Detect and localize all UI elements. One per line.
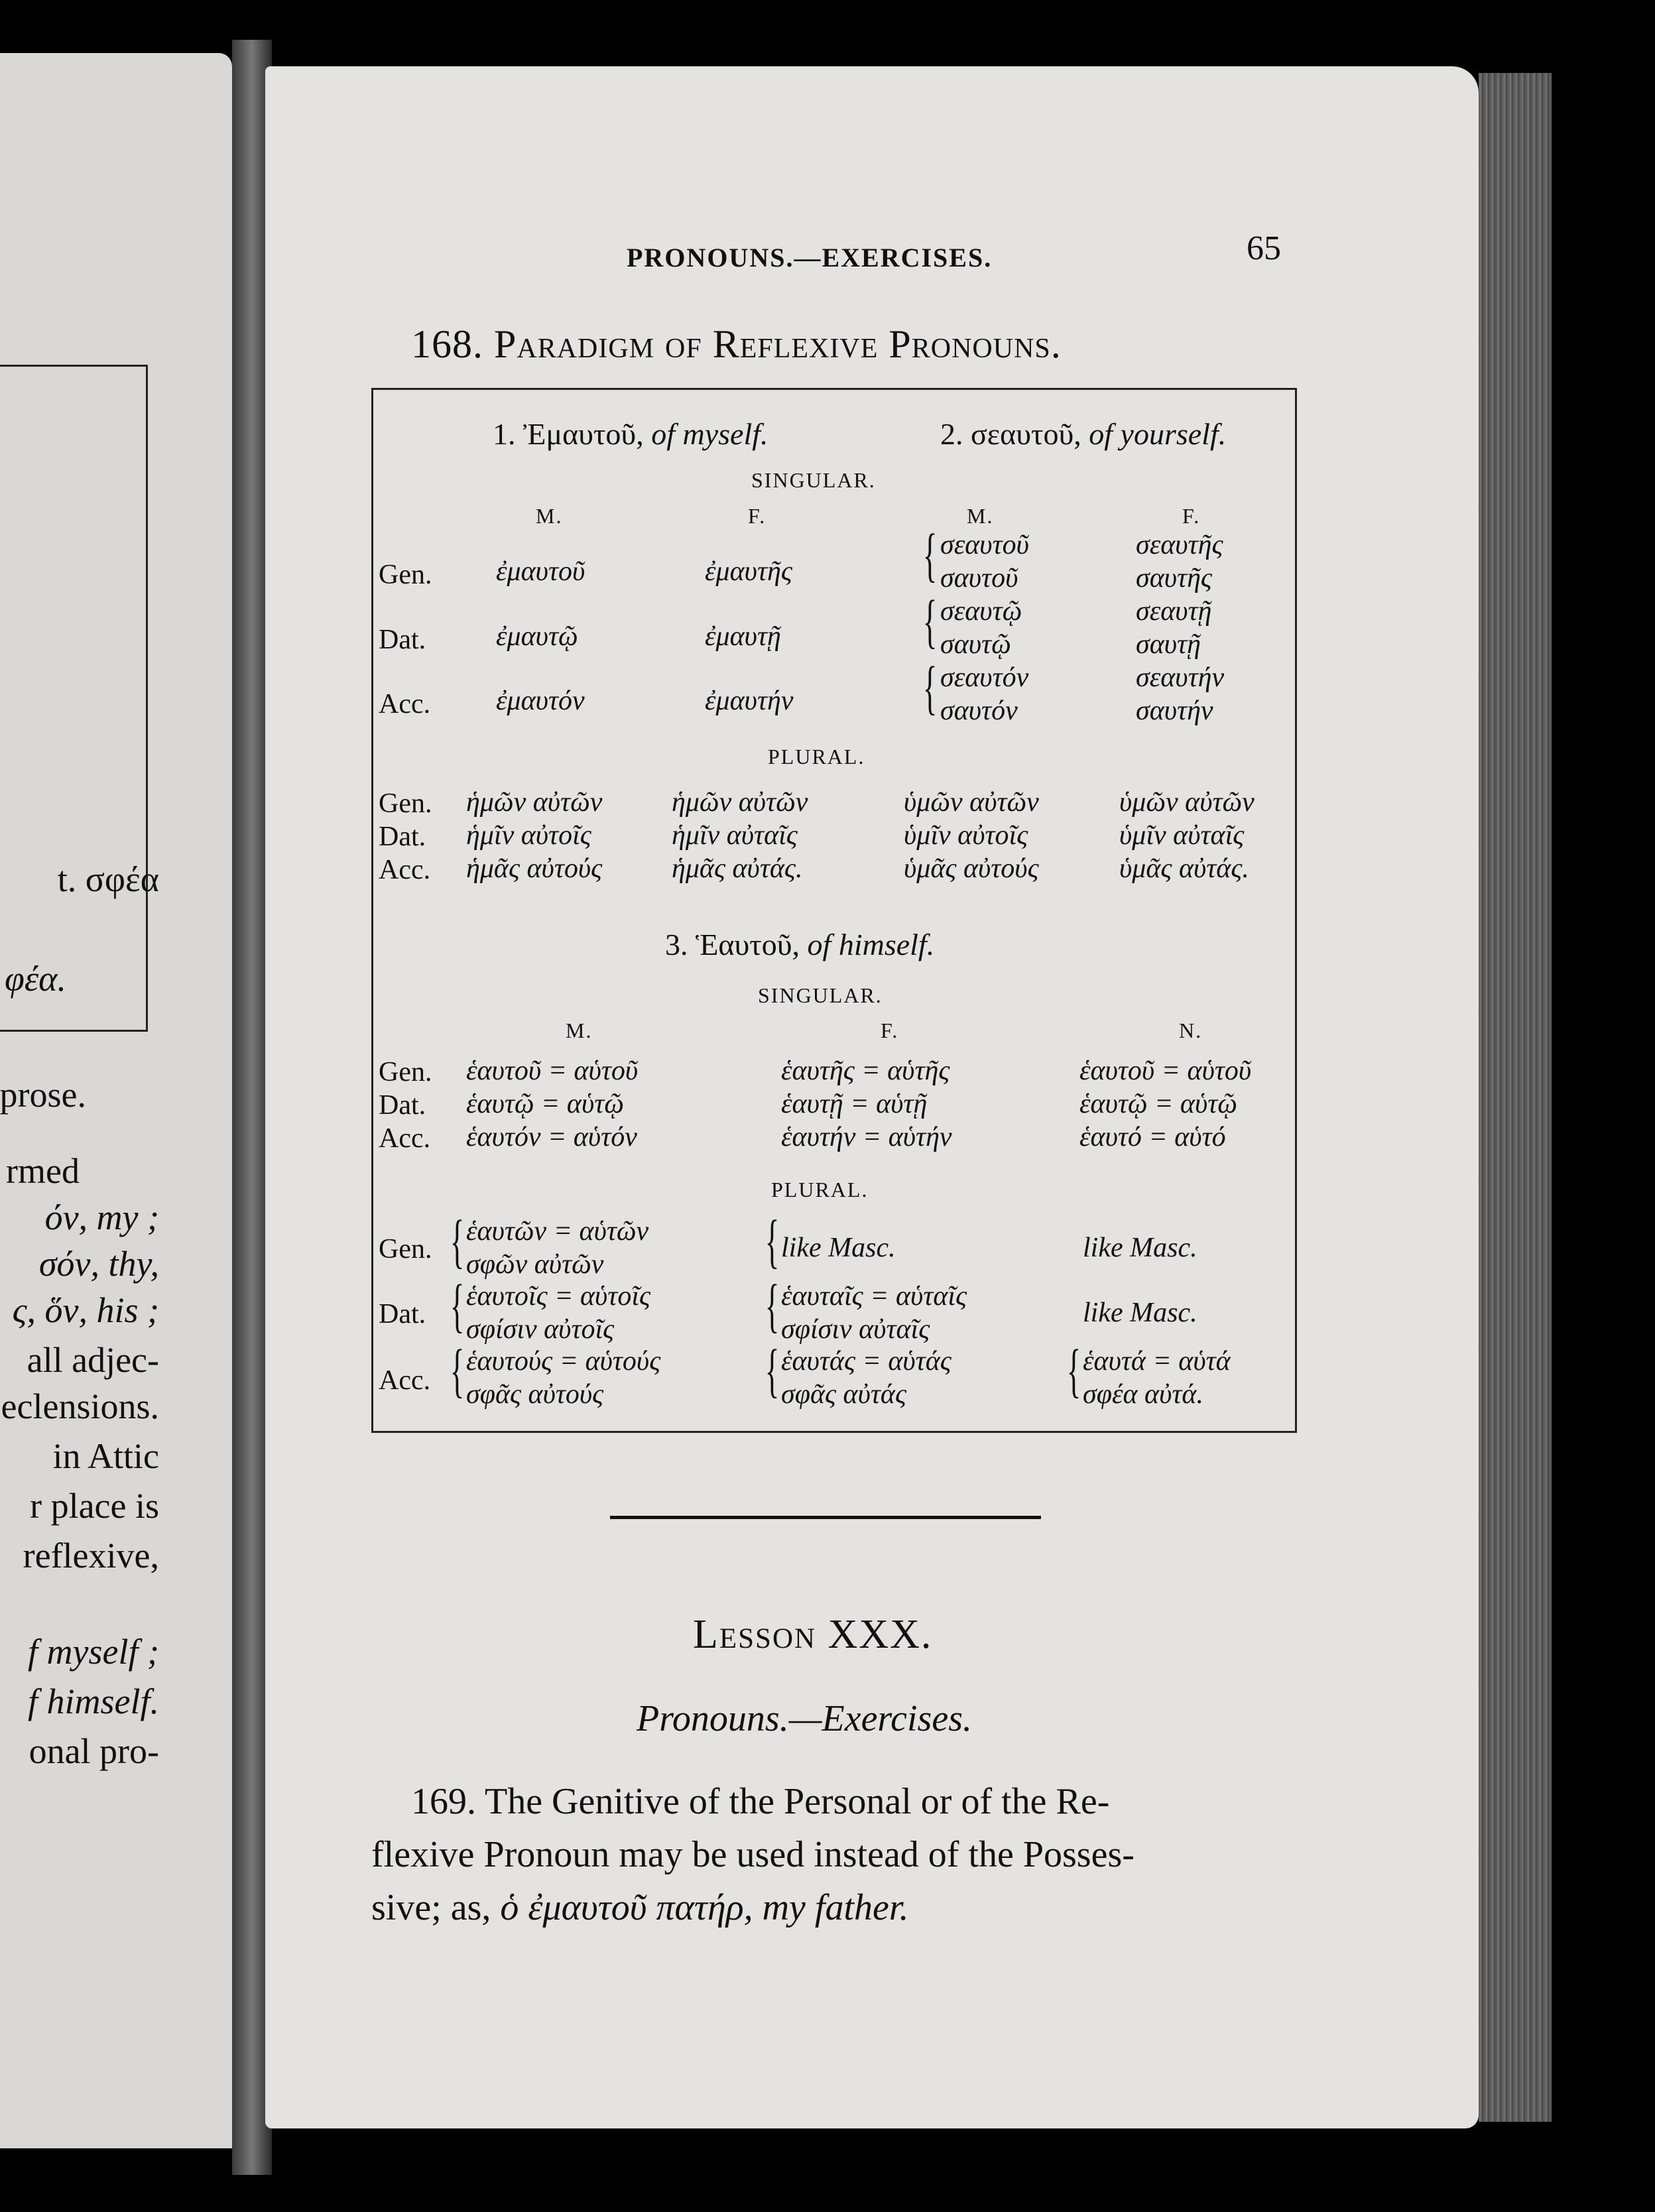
form: ἑαυτάς = αὑτάς [781,1346,951,1377]
paradigm-table [371,388,1297,1433]
form: ἐμαυτόν [496,686,585,716]
col-f-header: F. [881,1018,899,1042]
lesson-subtitle: Pronouns.—Exercises. [637,1698,972,1739]
brace: { [922,589,938,654]
form: σαυτόν [940,696,1018,726]
case-label-dat: Dat. [379,1090,426,1121]
case-label-dat: Dat. [379,1299,426,1329]
brace: { [922,522,938,588]
plural-header: PLURAL. [768,745,865,768]
case-label-gen: Gen. [379,788,432,819]
left-page-box [0,365,148,1032]
form: σαυτήν [1136,696,1213,726]
form: σφέα αὐτά. [1083,1379,1203,1410]
form: ἑαυτοῦ = αὑτοῦ [466,1056,639,1086]
form: ἑαυτῇ = αὑτῇ [781,1089,928,1119]
left-page-text: t. σφέα [57,859,159,899]
form: σαυτῷ [940,629,1011,660]
paragraph-line: sive; as, ὁ ἐμαυτοῦ πατήρ, my father. [371,1887,909,1928]
form: ἡμῶν αὐτῶν [466,787,603,818]
form: ἑαυτῶν = αὑτῶν [466,1216,649,1247]
form: ὑμῶν αὐτῶν [904,787,1039,818]
brace: { [765,1338,780,1404]
form: ἐμαυτῷ [496,621,578,652]
brace: { [765,1273,780,1339]
form: ὑμῶν αὐτῶν [1119,787,1255,818]
form: ὑμῖν αὐτοῖς [904,820,1028,851]
form: ἑαυτῆς = αὑτῆς [781,1056,950,1086]
left-page-text: in Attic [52,1436,159,1476]
form: σφῶν αὐτῶν [466,1249,604,1280]
form: σεαυτῆς [1136,530,1223,560]
form: ὑμᾶς αὐτάς. [1119,853,1249,884]
form: ἑαυτό = αὑτό [1079,1122,1226,1152]
singular-header: SINGULAR. [758,983,883,1007]
form: σεαυτῇ [1136,596,1212,627]
form: ἡμῖν αὐταῖς [672,820,798,851]
left-page-text: prose. [0,1075,86,1115]
case-label-acc: Acc. [379,1123,431,1154]
form: ἐμαυτοῦ [496,556,585,587]
paragraph-line: flexive Pronoun may be used instead of the Posses- [371,1834,1134,1875]
form: ἐμαυτῇ [705,621,781,652]
form: ἑαυτούς = αὑτούς [466,1346,661,1377]
form: σεαυτοῦ [940,530,1029,560]
left-page-text: f myself ; [28,1632,159,1672]
col-m-header: M. [566,1018,593,1042]
left-page-text: rmed [6,1151,80,1191]
col-f-header: F. [748,504,766,528]
case-label-gen: Gen. [379,560,432,590]
form: ἑαυτῷ = αὑτῷ [466,1089,624,1119]
form: ἑαυτοῦ = αὑτοῦ [1079,1056,1252,1086]
form: ἑαυτῷ = αὑτῷ [1079,1089,1237,1119]
paradigm-3-title: 3. Ἑαυτοῦ, of himself. [665,928,935,961]
col-f-header: F. [1182,504,1201,528]
form: σεαυτῷ [940,596,1022,627]
form: σφᾶς αὐτάς [781,1379,906,1410]
form: ἐμαυτῆς [705,556,792,587]
form: σφίσιν αὐταῖς [781,1314,930,1345]
left-page-text: all adjec- [27,1340,159,1380]
section-title: 168. Paradigm of Reflexive Pronouns. [411,322,1062,366]
form: ἑαυτόν = αὑτόν [466,1122,637,1152]
form: ἡμᾶς αὐτούς [466,853,603,884]
left-page-text: σόν, thy, [38,1244,159,1284]
divider-rule [610,1516,1041,1519]
form: σφᾶς αὐτούς [466,1379,604,1410]
case-label-acc: Acc. [379,855,431,885]
form: like Masc. [1083,1298,1197,1328]
form: ἑαυτήν = αὑτήν [781,1122,952,1152]
form: σεαυτήν [1136,662,1225,693]
left-page-text: onal pro- [29,1731,159,1771]
brace: { [450,1273,465,1339]
col-m-header: M. [967,504,994,528]
form: σαυτῆς [1136,563,1212,593]
case-label-acc: Acc. [379,1365,431,1396]
left-page [0,53,232,2148]
form: ἑαυτά = αὑτά [1083,1346,1231,1377]
form: ἡμῖν αὐτοῖς [466,820,591,851]
col-n-header: N. [1179,1018,1203,1042]
lesson-title: Lesson XXX. [693,1612,933,1657]
form: ἡμᾶς αὐτάς. [672,853,803,884]
form: σαυτοῦ [940,563,1018,593]
form: like Masc. [781,1233,896,1263]
left-page-text: r place is [30,1486,159,1526]
form: ἐμαυτήν [705,686,794,716]
form: ἡμῶν αὐτῶν [672,787,808,818]
singular-header: SINGULAR. [751,468,876,492]
left-page-text: f himself. [28,1682,159,1721]
form: ἑαυταῖς = αὑταῖς [781,1281,967,1312]
page-number: 65 [1247,229,1281,267]
left-page-text: ς, ὅν, his ; [12,1290,159,1330]
case-label-gen: Gen. [379,1057,432,1087]
case-label-dat: Dat. [379,625,426,655]
brace: { [1066,1338,1081,1404]
case-label-acc: Acc. [379,689,431,719]
form: like Masc. [1083,1233,1197,1263]
brace: { [450,1209,465,1274]
brace: { [922,655,938,721]
paragraph-line: 169. The Genitive of the Personal or of the Re- [411,1781,1110,1822]
left-page-text: eclensions. [1,1386,159,1426]
brace: { [450,1338,465,1404]
form: ἑαυτοῖς = αὑτοῖς [466,1281,651,1312]
left-page-text: όν, my ; [44,1198,159,1237]
form: σαυτῇ [1136,629,1201,660]
left-page-text: reflexive, [23,1536,159,1575]
left-page-text: φέα. [5,959,66,999]
running-head: PRONOUNS.—EXERCISES. [627,243,993,273]
col-m-header: M. [536,504,563,528]
paradigm-2-title: 2. σεαυτοῦ, of yourself. [940,417,1227,451]
case-label-gen: Gen. [379,1234,432,1264]
form: ὑμᾶς αὐτούς [904,853,1039,884]
plural-header: PLURAL. [771,1178,869,1201]
brace: { [765,1209,780,1274]
form: σφίσιν αὐτοῖς [466,1314,615,1345]
page-edges [1479,73,1552,2122]
case-label-dat: Dat. [379,822,426,852]
paradigm-1-title: 1. Ἐμαυτοῦ, of myself. [493,417,768,451]
form: σεαυτόν [940,662,1029,693]
form: ὑμῖν αὐταῖς [1119,820,1245,851]
